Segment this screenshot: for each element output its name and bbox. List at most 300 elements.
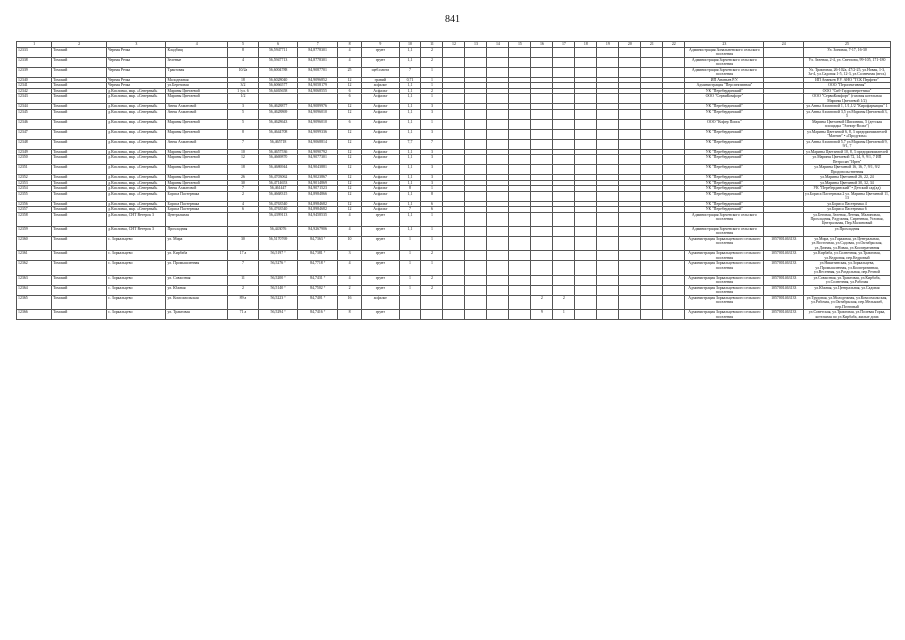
- column-number: 13: [465, 42, 487, 48]
- table-cell: ул.Бориса Пастернака 4: [804, 201, 891, 206]
- table-cell: 3: [421, 129, 443, 139]
- table-row: [17, 109, 891, 119]
- table-cell: д.Кисловка, СНТ Ветерок 3: [107, 226, 166, 236]
- table-cell: 1057001463133: [764, 285, 804, 295]
- table-cell: [465, 67, 487, 77]
- table-cell: [641, 109, 663, 119]
- table-cell: Бориса Пастернака: [166, 191, 228, 201]
- table-cell: [487, 109, 509, 119]
- table-cell: [641, 48, 663, 58]
- table-cell: 12346: [17, 119, 52, 129]
- table-cell: 2: [421, 285, 443, 295]
- column-number: 8: [337, 42, 361, 48]
- table-cell: [575, 226, 597, 236]
- table-cell: [619, 251, 641, 261]
- column-number: 3: [107, 42, 166, 48]
- table-cell: грунт: [362, 285, 399, 295]
- table-cell: 3: [421, 180, 443, 185]
- table-cell: УК "Перебердинский": [685, 129, 764, 139]
- table-cell: Марины Цветаевой: [166, 175, 228, 180]
- table-cell: 56,4657536: [258, 149, 298, 154]
- table-cell: УК "Перебердинский": [685, 191, 764, 201]
- table-cell: 2: [421, 48, 443, 58]
- table-cell: 1,1: [399, 48, 421, 58]
- table-cell: [443, 109, 465, 119]
- table-cell: [764, 191, 804, 201]
- table-cell: [487, 129, 509, 139]
- table-cell: [487, 295, 509, 309]
- table-cell: 12: [337, 180, 361, 185]
- table-cell: [465, 275, 487, 285]
- table-cell: 4: [337, 57, 361, 67]
- table-cell: [663, 94, 685, 104]
- table-cell: [553, 67, 575, 77]
- table-cell: 3: [421, 109, 443, 119]
- table-cell: 12351: [17, 165, 52, 175]
- table-cell: [531, 261, 553, 275]
- table-cell: Асфальт: [362, 180, 399, 185]
- table-row: [17, 57, 891, 67]
- table-cell: [619, 165, 641, 175]
- table-cell: с. Зоркальцево: [107, 295, 166, 309]
- table-cell: Марины Цветаевой: [166, 129, 228, 139]
- table-cell: Томский: [52, 261, 107, 275]
- table-cell: гравий: [362, 77, 399, 82]
- table-cell: [553, 285, 575, 295]
- table-cell: 7: [399, 207, 421, 212]
- table-cell: ул.Мира, ул.Гаражная, ул.Центральная, ул.Восточная, ул.Садовая, ул.Октябрьская, ул.Дачная, ул.Новая, ул.Кооперативная: [804, 236, 891, 250]
- table-cell: 3/2: [228, 83, 259, 88]
- table-cell: [509, 129, 531, 139]
- table-cell: [553, 212, 575, 226]
- table-cell: [764, 155, 804, 165]
- table-cell: ул.Южная, ул.Центральная, ул.Садовая: [804, 285, 891, 295]
- table-cell: [531, 155, 553, 165]
- table-cell: 2: [421, 57, 443, 67]
- table-cell: [509, 251, 531, 261]
- table-cell: 1: [421, 236, 443, 250]
- table-cell: 12: [228, 155, 259, 165]
- table-cell: Томский: [52, 175, 107, 180]
- table-cell: [575, 139, 597, 149]
- column-number: 2: [52, 42, 107, 48]
- page-number: 841: [445, 14, 460, 25]
- table-cell: 56,4686944: [258, 165, 298, 175]
- table-row: [17, 212, 891, 226]
- table-cell: 12: [337, 149, 361, 154]
- table-cell: [443, 57, 465, 67]
- table-cell: ул.Марины Цветаевой 72, 14, 9, 9/1, 7 ИП Петросян "Ирен": [804, 155, 891, 165]
- table-cell: 1: [399, 236, 421, 250]
- table-cell: 56,5197 °: [258, 251, 298, 261]
- table-cell: [487, 165, 509, 175]
- table-cell: [443, 155, 465, 165]
- table-cell: [443, 67, 465, 77]
- table-cell: 4: [228, 57, 259, 67]
- table-cell: 2: [228, 191, 259, 201]
- table-cell: 1,1: [399, 226, 421, 236]
- table-cell: 1,1: [399, 83, 421, 88]
- table-cell: 1: [399, 251, 421, 261]
- table-cell: Прохладная: [166, 226, 228, 236]
- table-cell: [443, 310, 465, 320]
- table-cell: [553, 48, 575, 58]
- table-cell: Асфальт: [362, 129, 399, 139]
- table-cell: [228, 226, 259, 236]
- table-row: [17, 48, 891, 58]
- table-cell: [465, 236, 487, 250]
- table-cell: д.Кисловка, мкр. «Северный»: [107, 165, 166, 175]
- table-cell: 56,4763540: [258, 207, 298, 212]
- table-cell: [663, 67, 685, 77]
- table-cell: [619, 191, 641, 201]
- table-cell: 84,9096010: [298, 109, 338, 119]
- table-cell: 5: [228, 109, 259, 119]
- table-cell: 12: [337, 191, 361, 201]
- table-row: [17, 67, 891, 77]
- table-cell: [575, 236, 597, 250]
- table-cell: 1057001463133: [764, 275, 804, 285]
- table-cell: 84,9096852: [298, 77, 338, 82]
- table-row: [17, 285, 891, 295]
- table-cell: д.Кисловка, мкр. «Северный»: [107, 119, 166, 129]
- table-cell: [553, 129, 575, 139]
- table-cell: [597, 295, 619, 309]
- table-cell: 12345: [17, 109, 52, 119]
- table-cell: 8: [228, 48, 259, 58]
- table-cell: Администрация Зоркальцевского сельского поселения: [685, 295, 764, 309]
- table-row: [17, 236, 891, 250]
- table-cell: 10: [337, 236, 361, 250]
- table-cell: [575, 94, 597, 104]
- table-cell: 84,7401 °: [298, 295, 338, 309]
- table-cell: Томский: [52, 226, 107, 236]
- table-cell: 56,6465658: [258, 88, 298, 93]
- table-cell: ул. Кирбаба: [166, 251, 228, 261]
- table-cell: [641, 67, 663, 77]
- table-cell: [509, 165, 531, 175]
- table-cell: ул.Трудовая, ул.Молодежная, ул.Комсомольская, ул.Рабочая, ул.Октябрьская, пер.Мелькомб, пер.Почтовый: [804, 295, 891, 309]
- table-cell: [443, 129, 465, 139]
- table-cell: д.Кисловка, мкр. «Северный»: [107, 129, 166, 139]
- table-cell: [553, 109, 575, 119]
- table-cell: 4: [337, 226, 361, 236]
- table-cell: 84,7381 °: [298, 251, 338, 261]
- table-cell: Ул. Трактовая, 26-102а, 47/2-25, ул.Новая, 1-3, 3а-4, ул.Садовая 1-5, 12-3, ул.Солнечная (весь): [804, 67, 891, 77]
- table-cell: 7: [228, 186, 259, 191]
- table-cell: 84,9077301: [298, 155, 338, 165]
- table-cell: ул. Трактовая: [166, 310, 228, 320]
- table-cell: ул.Совхозная, ул.Трактовая, ул.Кирбаба, ул.Солнечная, ул.Рабочая: [804, 275, 891, 285]
- table-cell: [465, 261, 487, 275]
- table-cell: [443, 236, 465, 250]
- table-cell: [509, 285, 531, 295]
- table-cell: Ул. Зеленая, 2-4, ул. Светлова, 99-105, 171-180: [804, 57, 891, 67]
- table-cell: 6: [421, 207, 443, 212]
- table-cell: [619, 48, 641, 58]
- table-cell: [509, 155, 531, 165]
- table-cell: ул.Марины Цветаевой 10, 8, 3 предпринимателей: [804, 149, 891, 154]
- table-cell: 1: [399, 261, 421, 275]
- table-cell: [509, 109, 531, 119]
- table-cell: УК "Перебердинский" • Детский сад(ад): [804, 186, 891, 191]
- table-cell: [531, 251, 553, 261]
- table-cell: 7: [228, 261, 259, 275]
- table-cell: [641, 275, 663, 285]
- table-cell: ул.Советская, ул.Трактовая, ул.Полевая Горка, котельная по ул.Кирбаба, жилые дома: [804, 310, 891, 320]
- table-cell: [619, 155, 641, 165]
- table-cell: с. Зоркальцево: [107, 251, 166, 261]
- table-cell: [597, 155, 619, 165]
- table-cell: Томский: [52, 180, 107, 185]
- table-cell: [575, 295, 597, 309]
- table-cell: [663, 165, 685, 175]
- table-cell: 6: [337, 88, 361, 93]
- table-cell: УК "Перебердинский": [685, 207, 764, 212]
- table-cell: [619, 295, 641, 309]
- table-cell: 56,4644708: [258, 129, 298, 139]
- table-cell: [663, 251, 685, 261]
- table-cell: д.Кисловка, мкр. «Северный»: [107, 109, 166, 119]
- table-cell: [465, 129, 487, 139]
- table-cell: [597, 67, 619, 77]
- table-cell: ООО "Кофер Поиск": [685, 119, 764, 129]
- table-cell: 2: [421, 275, 443, 285]
- table-cell: [509, 261, 531, 275]
- table-cell: [531, 275, 553, 285]
- table-cell: [575, 212, 597, 226]
- table-cell: [575, 109, 597, 119]
- table-cell: 3: [421, 149, 443, 154]
- table-cell: 84,8778301: [298, 48, 338, 58]
- table-cell: 12354: [17, 186, 52, 191]
- table-cell: [531, 48, 553, 58]
- table-cell: [597, 285, 619, 295]
- table-cell: [509, 57, 531, 67]
- table-cell: [421, 310, 443, 320]
- table-cell: 56,4399113: [258, 212, 298, 226]
- table-cell: 56,5223 °: [258, 295, 298, 309]
- table-cell: [531, 67, 553, 77]
- table-cell: 84,7431 °: [298, 275, 338, 285]
- table-cell: ул.Марины Цветаевой 16, 16, 7, 9/1, 9/2 Продовольственная: [804, 165, 891, 175]
- table-cell: [531, 129, 553, 139]
- table-cell: [575, 275, 597, 285]
- table-cell: ул.Марины Цветаевой 30, 32, 34: [804, 180, 891, 185]
- table-cell: д.Кисловка, мкр. «Северный»: [107, 104, 166, 109]
- table-cell: [487, 94, 509, 104]
- table-cell: [764, 165, 804, 175]
- table-cell: [641, 129, 663, 139]
- table-row: [17, 295, 891, 309]
- table-cell: 6: [228, 207, 259, 212]
- table-cell: [619, 67, 641, 77]
- table-cell: 1057001463133: [764, 295, 804, 309]
- table-cell: д.Кисловка, мкр. «Северный»: [107, 207, 166, 212]
- table-cell: Администрация Зоркальцевского сельского поселения: [685, 236, 764, 250]
- table-cell: УК "Перебердинский": [685, 175, 764, 180]
- table-cell: [663, 57, 685, 67]
- table-cell: 12: [337, 77, 361, 82]
- table-cell: [443, 212, 465, 226]
- table-cell: д.Кисловка, мкр. «Северный»: [107, 175, 166, 180]
- table-cell: Асфальт: [362, 201, 399, 206]
- table-cell: [531, 191, 553, 201]
- table-cell: 12333: [17, 48, 52, 58]
- table-cell: ул. Комсомольская: [166, 295, 228, 309]
- table-cell: 1: [421, 83, 443, 88]
- table-row: [17, 94, 891, 104]
- table-cell: 1: [421, 186, 443, 191]
- table-cell: [509, 67, 531, 77]
- table-cell: 56,5200 °: [258, 275, 298, 285]
- table-cell: [663, 129, 685, 139]
- table-cell: Администрация Зоркальцевского сельского поселения: [685, 251, 764, 261]
- column-number: 21: [641, 42, 663, 48]
- table-cell: [443, 165, 465, 175]
- table-cell: Анны Ахматовой: [166, 109, 228, 119]
- table-cell: Молодежная: [166, 77, 228, 82]
- table-cell: 18: [228, 165, 259, 175]
- table-cell: Ул. Зоновая, 7-17, 16-30: [804, 48, 891, 58]
- table-cell: [597, 165, 619, 175]
- table-cell: Бориса Пастернака: [166, 201, 228, 206]
- table-row: [17, 119, 891, 129]
- table-cell: Марины Цветаевой: [166, 88, 228, 93]
- table-cell: [465, 48, 487, 58]
- table-cell: ул.Анны Ахматовой 3,5 ул.Марины Цветаевой 3, 5: [804, 109, 891, 119]
- table-cell: 2: [228, 285, 259, 295]
- table-cell: [509, 48, 531, 58]
- table-cell: [443, 48, 465, 58]
- table-cell: [575, 119, 597, 129]
- table-cell: Томский: [52, 310, 107, 320]
- table-cell: Марины Цветаевой Шиповник, 5 (детская площадка "Электр-Вольт"): [804, 119, 891, 129]
- table-cell: ул.Березовая: [166, 83, 228, 88]
- table-cell: [641, 261, 663, 275]
- table-cell: [399, 310, 421, 320]
- table-cell: Томский: [52, 165, 107, 175]
- column-number: 14: [487, 42, 509, 48]
- table-cell: [509, 139, 531, 149]
- table-cell: с. Зоркальцево: [107, 236, 166, 250]
- table-cell: [641, 310, 663, 320]
- table-cell: [553, 119, 575, 129]
- table-cell: [487, 139, 509, 149]
- table-cell: [597, 212, 619, 226]
- table-row: [17, 310, 891, 320]
- table-cell: [531, 165, 553, 175]
- table-cell: [465, 310, 487, 320]
- table-cell: Томский: [52, 251, 107, 261]
- table-cell: [663, 226, 685, 236]
- table-cell: ул.Бориса Пастернака 2 ул. Марины Цветаевой 11, 13: [805, 191, 889, 201]
- table-cell: асфальт: [362, 295, 399, 309]
- table-cell: 3: [421, 175, 443, 180]
- table-cell: 12343: [17, 94, 52, 104]
- table-cell: 12353: [17, 180, 52, 185]
- table-cell: 56,4628869: [258, 109, 298, 119]
- table-cell: 12: [337, 175, 361, 180]
- table-cell: [619, 212, 641, 226]
- table-cell: [509, 119, 531, 129]
- table-cell: [641, 94, 663, 104]
- table-cell: [553, 57, 575, 67]
- table-cell: д.Кисловка, мкр. «Северный»: [107, 186, 166, 191]
- table-cell: [509, 295, 531, 309]
- table-cell: 84,8984682: [298, 207, 338, 212]
- table-cell: [764, 119, 804, 129]
- table-cell: [443, 251, 465, 261]
- table-cell: УК "Перебердинский": [685, 149, 764, 154]
- table-cell: Томский: [52, 149, 107, 154]
- table-cell: [553, 261, 575, 275]
- table-cell: [575, 165, 597, 175]
- column-number: 23: [685, 42, 764, 48]
- table-cell: 84,9099336: [298, 129, 338, 139]
- table-cell: 5: [228, 119, 259, 129]
- table-cell: Томский: [52, 191, 107, 201]
- table-cell: [764, 67, 804, 77]
- table-cell: [641, 139, 663, 149]
- table-cell: [619, 236, 641, 250]
- table-cell: 84,9096010: [298, 119, 338, 129]
- table-cell: 2: [421, 88, 443, 93]
- table-cell: 1,1: [399, 191, 421, 201]
- table-cell: [663, 48, 685, 58]
- table-cell: д.Кисловка, мкр. «Северный»: [107, 88, 166, 93]
- table-row: [17, 226, 891, 236]
- table-cell: 56,4703062: [258, 175, 298, 180]
- table-cell: Марины Цветаевой: [166, 94, 228, 104]
- table-cell: УК "Перебердинский": [685, 104, 764, 109]
- table-cell: д.Кисловка, мкр. «Северный»: [107, 139, 166, 149]
- table-row: [17, 191, 891, 201]
- table-cell: [619, 57, 641, 67]
- table-cell: 56,6028040: [258, 77, 298, 82]
- table-cell: [487, 275, 509, 285]
- table-cell: [597, 57, 619, 67]
- table-cell: Томский: [52, 109, 107, 119]
- table-cell: [487, 155, 509, 165]
- table-cell: [443, 119, 465, 129]
- table-cell: Анны Ахматовой: [166, 186, 228, 191]
- table-cell: ул. Промышленная: [166, 261, 228, 275]
- table-cell: Асфальт: [362, 191, 399, 201]
- table-cell: грунт: [362, 226, 399, 236]
- table-cell: Администрация Зорченского сельского поселения: [685, 67, 764, 77]
- table-cell: д.Кисловка, мкр. «Северный»: [107, 94, 166, 104]
- table-cell: [443, 261, 465, 275]
- table-cell: ул.Кирбаба, ул.Солнечная, ул.Трактовая, ул.Кедровая, пер.Кедровый: [804, 251, 891, 261]
- column-number: 17: [553, 42, 575, 48]
- table-cell: Администрация Зорченского сельского поселения: [685, 226, 764, 236]
- table-cell: 84,9043881: [298, 165, 338, 175]
- column-number: 5: [228, 42, 259, 48]
- table-cell: [641, 191, 663, 201]
- table-cell: [465, 94, 487, 104]
- table-cell: 8: [228, 129, 259, 139]
- table-cell: 56,5276 °: [258, 261, 298, 275]
- table-cell: ул.Прохладная: [804, 226, 891, 236]
- table-cell: [443, 226, 465, 236]
- table-cell: [575, 285, 597, 295]
- table-cell: 25: [337, 67, 361, 77]
- table-cell: [619, 109, 641, 119]
- table-cell: [487, 226, 509, 236]
- table-cell: 12359: [17, 226, 52, 236]
- table-cell: [575, 67, 597, 77]
